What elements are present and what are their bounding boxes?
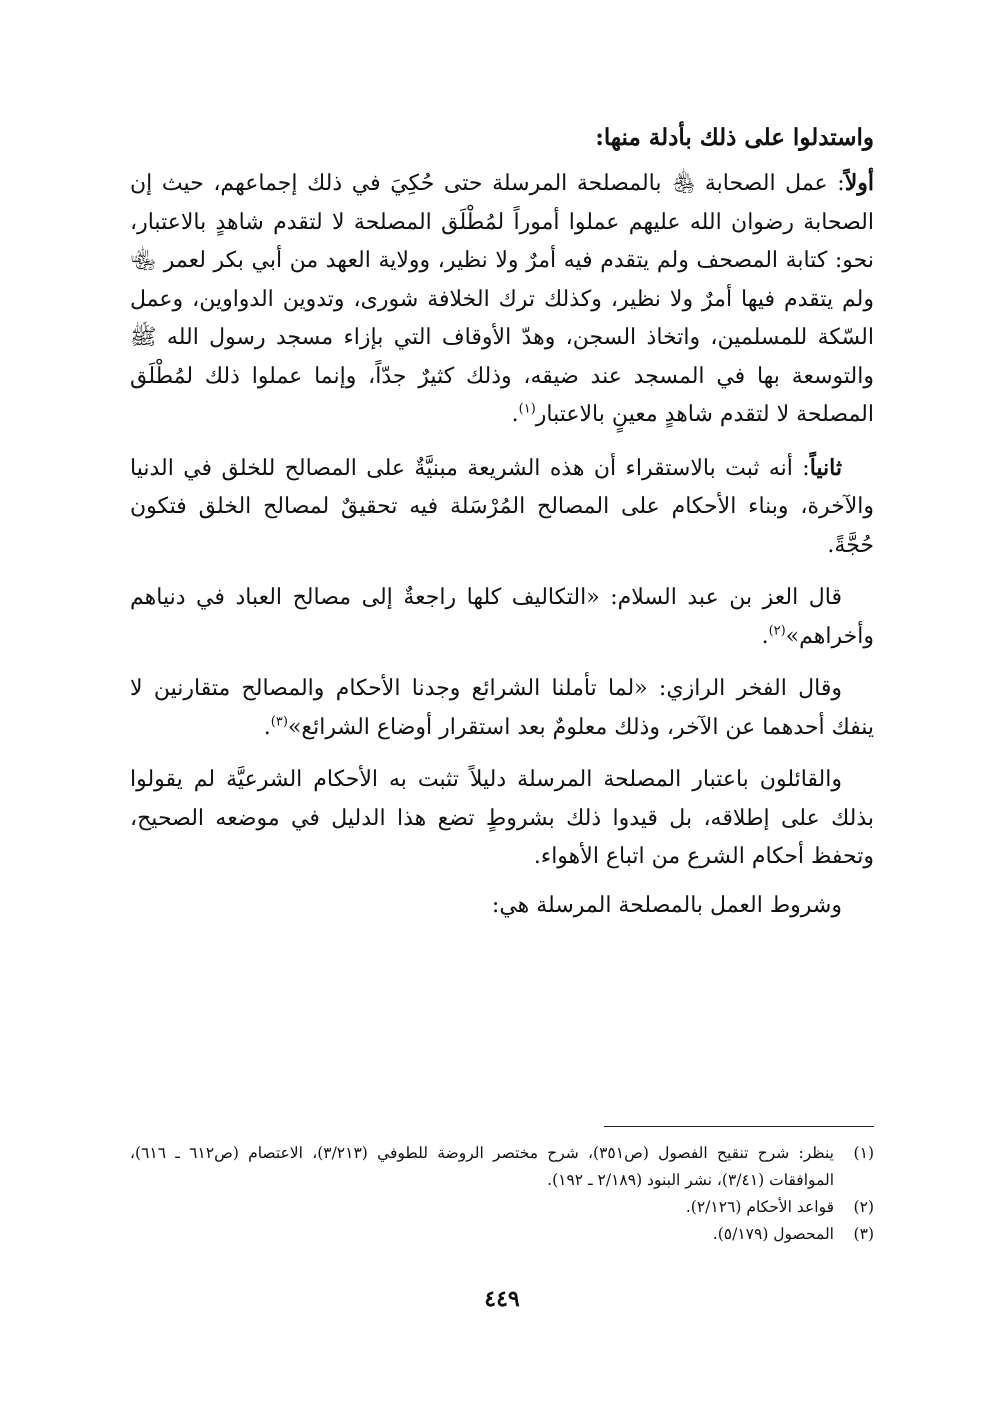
- conditions-lead-line: وشروط العمل بالمصلحة المرسلة هي:: [491, 892, 842, 918]
- footnote-number: (١): [853, 1144, 874, 1162]
- footnote-text: ينظر: شرح تنقيح الفصول (ص٣٥١)، شرح مختصر الروضة للطوفي (٣/٢١٣)، الاعتصام (ص٦١٢ ـ ٦١٦)، الموافقات (٣/٤١)، نشر البنود (٢/١٨٩ ـ ١٩٢).: [130, 1144, 834, 1189]
- paragraph-second-evidence: [130, 449, 874, 566]
- second-evidence-text: : أنه ثبت بالاستقراء أن هذه الشريعة مبنيَّةٌ على المصالح للخلق في الدنيا والآخرة، وبناء الأحكام على المصالح المُرْسَلة فيه تحقيقٌ لمصالح الخلق فتكون حُجَّةً.: [130, 455, 874, 558]
- footnote-divider: [604, 1126, 874, 1127]
- conditions-intro-text: والقائلون باعتبار المصلحة المرسلة دليلاً تثبت به الأحكام الشرعيَّة لم يقولوا بذلك على إطلاقه، بل قيدوا ذلك بشروطٍ تضع هذا الدليل في موضعه الصحيح، وتحفظ أحكام الشرع من اتباع الأهواء.: [130, 767, 874, 869]
- paragraph-izz-quote: قال العز بن عبد السلام: «التكاليف كلها راجعةٌ إلى مصالح العباد في دنياهم وأخراهم»$^{(٢)}$.: [130, 585, 874, 649]
- footnote-text: المحصول (٥/١٧٩).: [712, 1225, 834, 1243]
- footnote-1: [130, 1140, 874, 1194]
- paragraph-first-evidence: أولاً: عمل الصحابة ﵃ بالمصلحة المرسلة حتى حُكِيَ في ذلك إجماعهم، حيث إن الصحابة رضوان الله عليهم عملوا أموراً لمُطْلَق المصلحة لا لتقدم شاهدٍ بالاعتبار، نحو: كتابة المصحف ولم يتقدم فيه أمرٌ ولا نظير، وولاية العهد من أبي بكر لعمر ﵄ ولم يتقدم فيها أمرٌ ولا نظير، وكذلك ترك الخلافة شورى، وتدوين الدواوين، وعمل السّكة للمسلمين، واتخاذ السجن، وهدّ الأوقاف التي بإزاء مسجد رسول الله ﷺ والتوسعة بها في المسجد عند ضيقه، وذلك كثيرٌ جدّاً، وإنما عملوا ذلك لمُطْلَق المصلحة لا لتقدم شاهدٍ معينٍ بالاعتبار$^{(١)}$.: [130, 170, 874, 427]
- izz-quote-text: قال العز بن عبد السلام: «التكاليف كلها راجعةٌ إلى مصالح العباد في دنياهم وأخراهم»: [130, 585, 874, 649]
- footnote-ref-3[interactable]: (٣): [270, 714, 288, 730]
- footnote-number: (٢): [853, 1198, 874, 1216]
- document-page: [130, 100, 874, 1390]
- page-number: ٤٤٩: [484, 1286, 520, 1312]
- paragraph-conditions-intro: [130, 761, 874, 877]
- section-heading: واستدلوا على ذلك بأدلة منها:: [595, 124, 874, 151]
- footnote-number: (٣): [853, 1225, 874, 1243]
- footnote-2: [130, 1194, 874, 1221]
- footnote-ref-1[interactable]: (١): [518, 401, 536, 417]
- first-label: أولاً: [844, 170, 874, 196]
- paragraph-razi-quote: وقال الفخر الرازي: «لما تأملنا الشرائع وجدنا الأحكام والمصالح متقارنين لا ينفك أحدهما عن الآخر، وذلك معلومٌ بعد استقرار أوضاع الشرائع»$^{(٣)}$.: [130, 676, 874, 740]
- footnotes: [130, 1140, 874, 1248]
- footnote-ref-2[interactable]: (٢): [768, 623, 786, 639]
- razi-quote-text: وقال الفخر الرازي: «لما تأملنا الشرائع وجدنا الأحكام والمصالح متقارنين لا ينفك أحدهما عن الآخر، وذلك معلومٌ بعد استقرار أوضاع الشرائع»: [130, 676, 874, 740]
- footnote-text: قواعد الأحكام (٢/١٢٦).: [685, 1198, 834, 1216]
- first-evidence-text: : عمل الصحابة ﵃ بالمصلحة المرسلة حتى حُكِيَ في ذلك إجماعهم، حيث إن الصحابة رضوان الله عليهم عملوا أموراً لمُطْلَق المصلحة لا لتقدم شاهدٍ بالاعتبار، نحو: كتابة المصحف ولم يتقدم فيه أمرٌ ولا نظير، وولاية العهد من أبي بكر لعمر ﵄ ولم يتقدم فيها أمرٌ ولا نظير، وكذلك ترك الخلافة شورى، وتدوين الدواوين، وعمل السّكة للمسلمين، واتخاذ السجن، وهدّ الأوقاف التي بإزاء مسجد رسول الله ﷺ والتوسعة بها في المسجد عند ضيقه، وذلك كثيرٌ جدّاً، وإنما عملوا ذلك لمُطْلَق المصلحة لا لتقدم شاهدٍ معينٍ بالاعتبار: [130, 171, 874, 427]
- second-label: ثانياً: [809, 454, 842, 481]
- footnote-3: [130, 1221, 874, 1248]
